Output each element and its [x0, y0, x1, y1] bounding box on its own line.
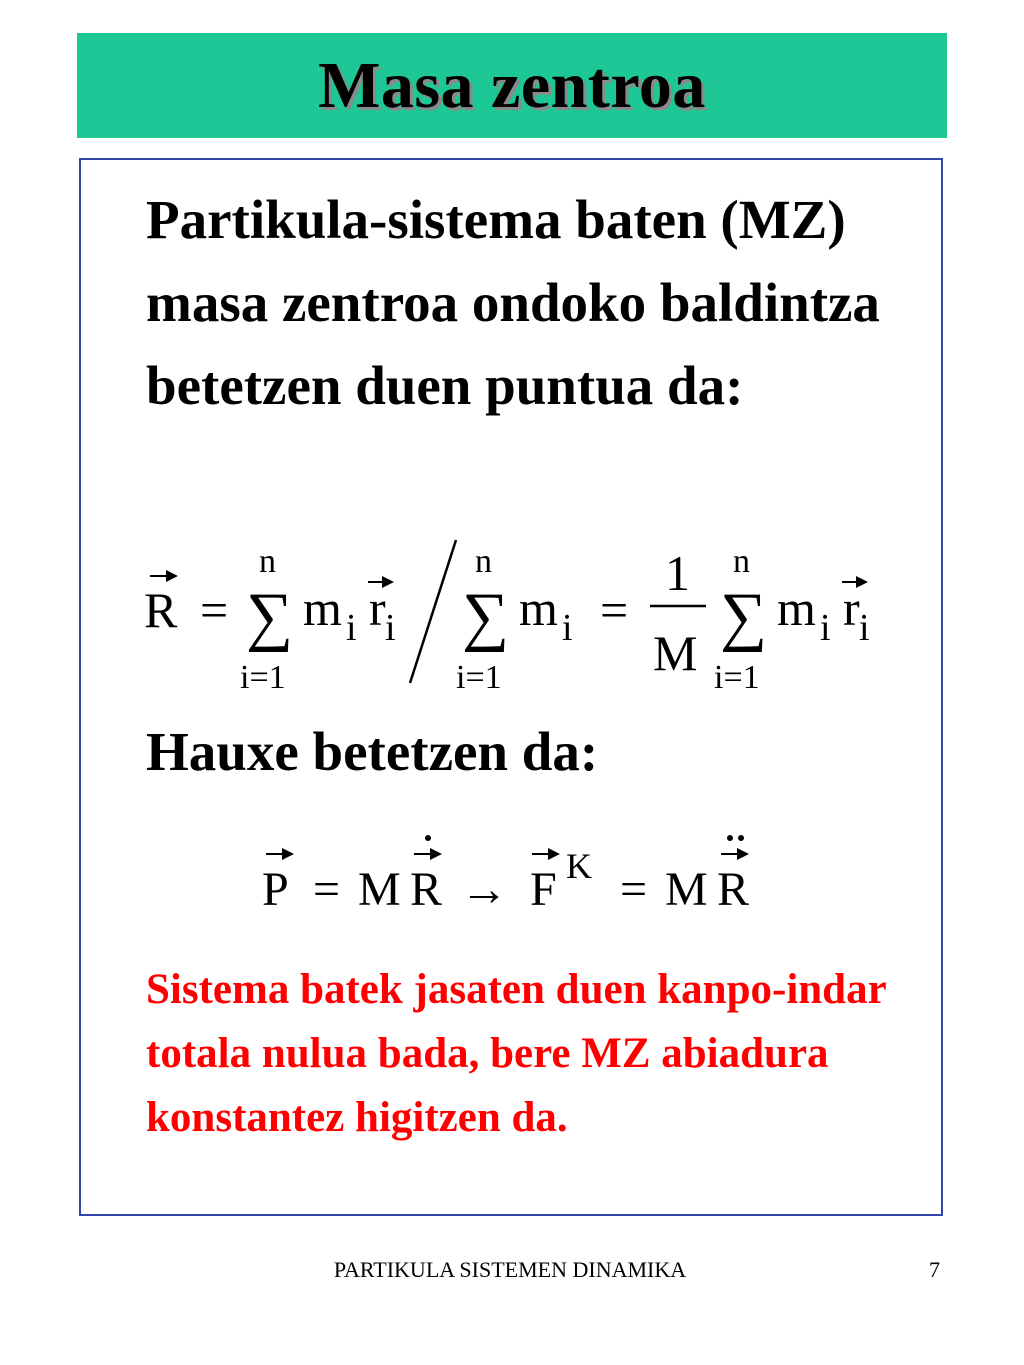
fraction-numerator: 1: [665, 545, 690, 601]
sum-upper-limit: n: [475, 543, 492, 580]
slide-title: Masa zentroa: [318, 48, 706, 122]
superscript-K: K: [566, 846, 592, 886]
fraction-denominator: M: [653, 625, 698, 681]
symbol-R: R: [144, 582, 178, 638]
equals-sign: =: [313, 863, 341, 916]
sum-upper-limit: n: [733, 543, 750, 580]
symbol-P: P: [262, 863, 289, 916]
time-derivative-dot: [738, 835, 744, 841]
equals-sign: =: [620, 863, 648, 916]
page-number: 7: [929, 1257, 940, 1282]
symbol-F: F: [530, 863, 557, 916]
symbol-m: m: [303, 580, 342, 636]
sum-upper-limit: n: [259, 543, 276, 580]
subscript-i: i: [859, 607, 870, 649]
sum-symbol: ∑: [720, 580, 768, 653]
sum-lower-limit: i=1: [714, 659, 760, 696]
conservation-statement: Sistema batek jasaten duen kanpo-indar totala nulua bada, bere MZ abiadura konstantez higitzen da.: [146, 966, 886, 1141]
symbol-m: m: [519, 580, 558, 636]
symbol-R: R: [717, 863, 750, 916]
symbol-R: R: [410, 863, 443, 916]
subscript-i: i: [820, 607, 831, 649]
symbol-M: M: [358, 863, 401, 916]
symbol-r: r: [843, 580, 860, 636]
time-derivative-dot: [425, 835, 431, 841]
intro-text: Partikula-sistema baten (MZ) masa zentroa ondoko baldintza betetzen duen puntua da:: [146, 189, 880, 416]
sub-heading: Hauxe betetzen da:: [146, 721, 599, 782]
equals-sign: =: [200, 582, 229, 638]
sum-lower-limit: i=1: [456, 659, 502, 696]
footer-text: PARTIKULA SISTEMEN DINAMIKA: [333, 1257, 687, 1282]
implies-arrow: →: [460, 863, 508, 916]
subscript-i: i: [346, 607, 357, 649]
time-derivative-dot: [727, 835, 733, 841]
sum-symbol: ∑: [462, 580, 510, 653]
sum-lower-limit: i=1: [240, 659, 286, 696]
symbol-r: r: [369, 580, 386, 636]
symbol-m: m: [777, 580, 816, 636]
equals-sign: =: [600, 582, 629, 638]
subscript-i: i: [385, 607, 396, 649]
sum-symbol: ∑: [246, 580, 294, 653]
symbol-M: M: [665, 863, 708, 916]
subscript-i: i: [562, 607, 573, 649]
